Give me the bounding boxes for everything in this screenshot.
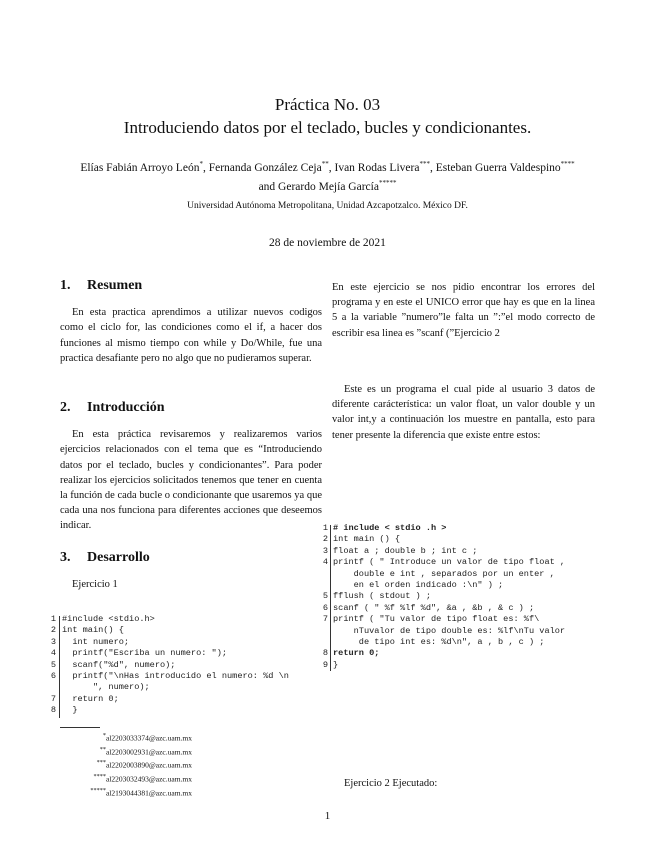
code-line: int main () { <box>333 534 401 545</box>
section-resumen <box>60 278 322 366</box>
code-line: scanf ( " %f %lf %d", &a , &b , & c ) ; <box>333 602 535 613</box>
section-number: 1. <box>60 278 71 293</box>
footnote <box>90 757 192 771</box>
line-number: 3 <box>322 545 328 556</box>
line-number: 8 <box>322 648 328 659</box>
code-line: float a ; double b ; int c ; <box>333 545 478 556</box>
line-number: 5 <box>322 591 328 602</box>
footnote-email: al2193044381@azc.uam.mx <box>105 788 192 798</box>
author-name: Gerardo Mejía García <box>278 180 379 193</box>
footnote-mark: **** <box>93 773 106 781</box>
section-heading <box>60 400 322 415</box>
footnote-mark: *** <box>96 759 106 767</box>
code-line: printf("\nHas introducido el numero: %d \n <box>62 671 289 681</box>
footnote-mark: ***** <box>90 786 106 794</box>
footnote-mark: ** <box>99 745 106 753</box>
exercise-label: Ejercicio 1 <box>72 579 118 591</box>
line-number: 5 <box>50 659 56 670</box>
code-line: de tipo int es: %d\n", a , b , c ) ; <box>333 637 545 647</box>
code-line: fflush ( stdout ) ; <box>333 591 431 602</box>
code-listing-2 <box>318 523 608 673</box>
right-paragraph-1 <box>332 280 595 341</box>
code-line: scanf("%d", numero); <box>62 659 176 670</box>
footnotes <box>60 727 322 798</box>
section-heading <box>60 550 322 565</box>
line-number: 4 <box>322 557 328 568</box>
author-conjunction: and <box>258 180 276 193</box>
author-mark: **** <box>560 160 575 168</box>
author-list: Elías Fabián Arroyo León*, Fernanda González Ceja**, Ivan Rodas Livera***, Esteban Guerra Valdespino**** and Gerardo Mejía García***** <box>80 160 575 193</box>
code-line: # include < stdio .h > <box>333 523 447 533</box>
footnote-rule <box>60 727 100 728</box>
error-explanation: En este ejercicio se nos pidio encontrar los errores del programa y en este el UNICO error que hay es que en la linea 5 a la variable ”numero”le falta un ”:”el modo correcto de escribir esa linea es ”scanf (”Ejercicio 2 <box>332 282 595 339</box>
introduccion-paragraph: En esta práctica revisaremos y realizaremos varios ejercicios relacionados con el tema que es “Introduciendo datos por el teclado, bucles y condicionantes”. Para poder realizar los ejercicios solicitados tenemos que tener en cuenta la función de cada bucle o condicionante que usaremos ya que cada una nos funciona para diferentes acciones que deseemos indicar. <box>60 429 322 532</box>
section-heading <box>60 278 322 293</box>
line-number: 7 <box>50 693 56 704</box>
author-name: Elías Fabián Arroyo León <box>80 161 200 174</box>
line-number: 7 <box>322 614 328 625</box>
author-mark: *** <box>419 160 430 168</box>
line-number: 3 <box>50 636 56 647</box>
section-number: 2. <box>60 400 71 415</box>
code-line: return 0; <box>333 648 380 659</box>
section-title: Resumen <box>87 278 143 293</box>
line-number: 8 <box>50 705 56 716</box>
code-line: nTuvalor de tipo double es: %lf\nTu valor <box>333 625 566 636</box>
author-name: Ivan Rodas Livera <box>334 161 420 174</box>
footnote-email: al2203032493@azc.uam.mx <box>105 774 192 784</box>
author-mark: ** <box>321 160 329 168</box>
title-line-2: Introduciendo datos por el teclado, bucles y condicionantes. <box>123 118 532 137</box>
code-gutter-rule <box>330 525 331 671</box>
line-number: 9 <box>322 659 328 670</box>
line-number: 4 <box>50 648 56 659</box>
resumen-paragraph: En esta practica aprendimos a utilizar nuevos codigos como el ciclo for, las condiciones como el if, a hacer dos funciones al mismo tiempo con while y Do/While, fue una practica desafiante pero no algo que no pudieramos superar. <box>60 307 322 364</box>
footnote-email: al2203002931@azc.uam.mx <box>105 747 192 757</box>
line-number: 2 <box>50 625 56 636</box>
footnote-mark: * <box>102 732 106 739</box>
exercise2-description: Este es un programa el cual pide al usuario 3 datos de diferente carácterística: un valor float, un valor double y un valor int,y a continuación los muestre en pantalla, esto para tener presente la diferencia que existe entre estos: <box>332 384 595 441</box>
footnote-email: al2202003890@azc.uam.mx <box>105 760 192 770</box>
line-number: 1 <box>322 523 328 533</box>
footnote <box>90 771 192 785</box>
code-line: double e int , separados por un enter , <box>333 568 555 579</box>
author-mark: ***** <box>378 178 397 187</box>
code-gutter-rule <box>59 616 60 718</box>
code-line: printf ( "Tu valor de tipo float es: %f\ <box>333 614 540 625</box>
code-line: return 0; <box>62 693 119 704</box>
affiliation: Universidad Autónoma Metropolitana, Unidad Azcapotzalco. México DF. <box>187 201 468 211</box>
line-number: 6 <box>50 671 56 681</box>
page-number: 1 <box>324 810 331 822</box>
code-line: printf("Escriba un numero: "); <box>62 648 228 659</box>
footnote-email: al2203033374@azc.uam.mx <box>105 733 192 743</box>
code-line: #include <stdio.h> <box>62 614 155 624</box>
code-line: } <box>333 659 339 670</box>
exercise2-executed-label: Ejercicio 2 Ejecutado: <box>344 778 438 789</box>
section-introduccion <box>60 400 322 534</box>
line-number: 6 <box>322 602 328 613</box>
author-name: Esteban Guerra Valdespino <box>435 161 561 174</box>
code-listing-1 <box>46 614 326 720</box>
footnote <box>90 730 192 744</box>
title-line-1: Práctica No. 03 <box>274 95 381 114</box>
code-line: int main() { <box>62 625 124 636</box>
section-desarrollo <box>60 550 322 592</box>
paper-title <box>0 93 655 139</box>
code-line: en el orden indicado :\n" ) ; <box>333 580 504 590</box>
section-title: Desarrollo <box>87 550 150 565</box>
footnote <box>90 744 192 758</box>
author-name: Fernanda González Ceja <box>208 161 322 174</box>
code-line: ", numero); <box>62 682 150 693</box>
code-line: int numero; <box>62 636 130 647</box>
section-title: Introducción <box>87 400 165 415</box>
code-line: printf ( " Introduce un valor de tipo float , <box>333 557 566 568</box>
line-number: 1 <box>50 614 56 624</box>
code-line: } <box>62 705 78 716</box>
right-paragraph-2 <box>332 382 595 443</box>
date: 28 de noviembre de 2021 <box>269 237 386 249</box>
line-number: 2 <box>322 534 328 545</box>
footnote <box>90 785 192 799</box>
author-mark: * <box>199 160 203 168</box>
section-number: 3. <box>60 550 71 565</box>
